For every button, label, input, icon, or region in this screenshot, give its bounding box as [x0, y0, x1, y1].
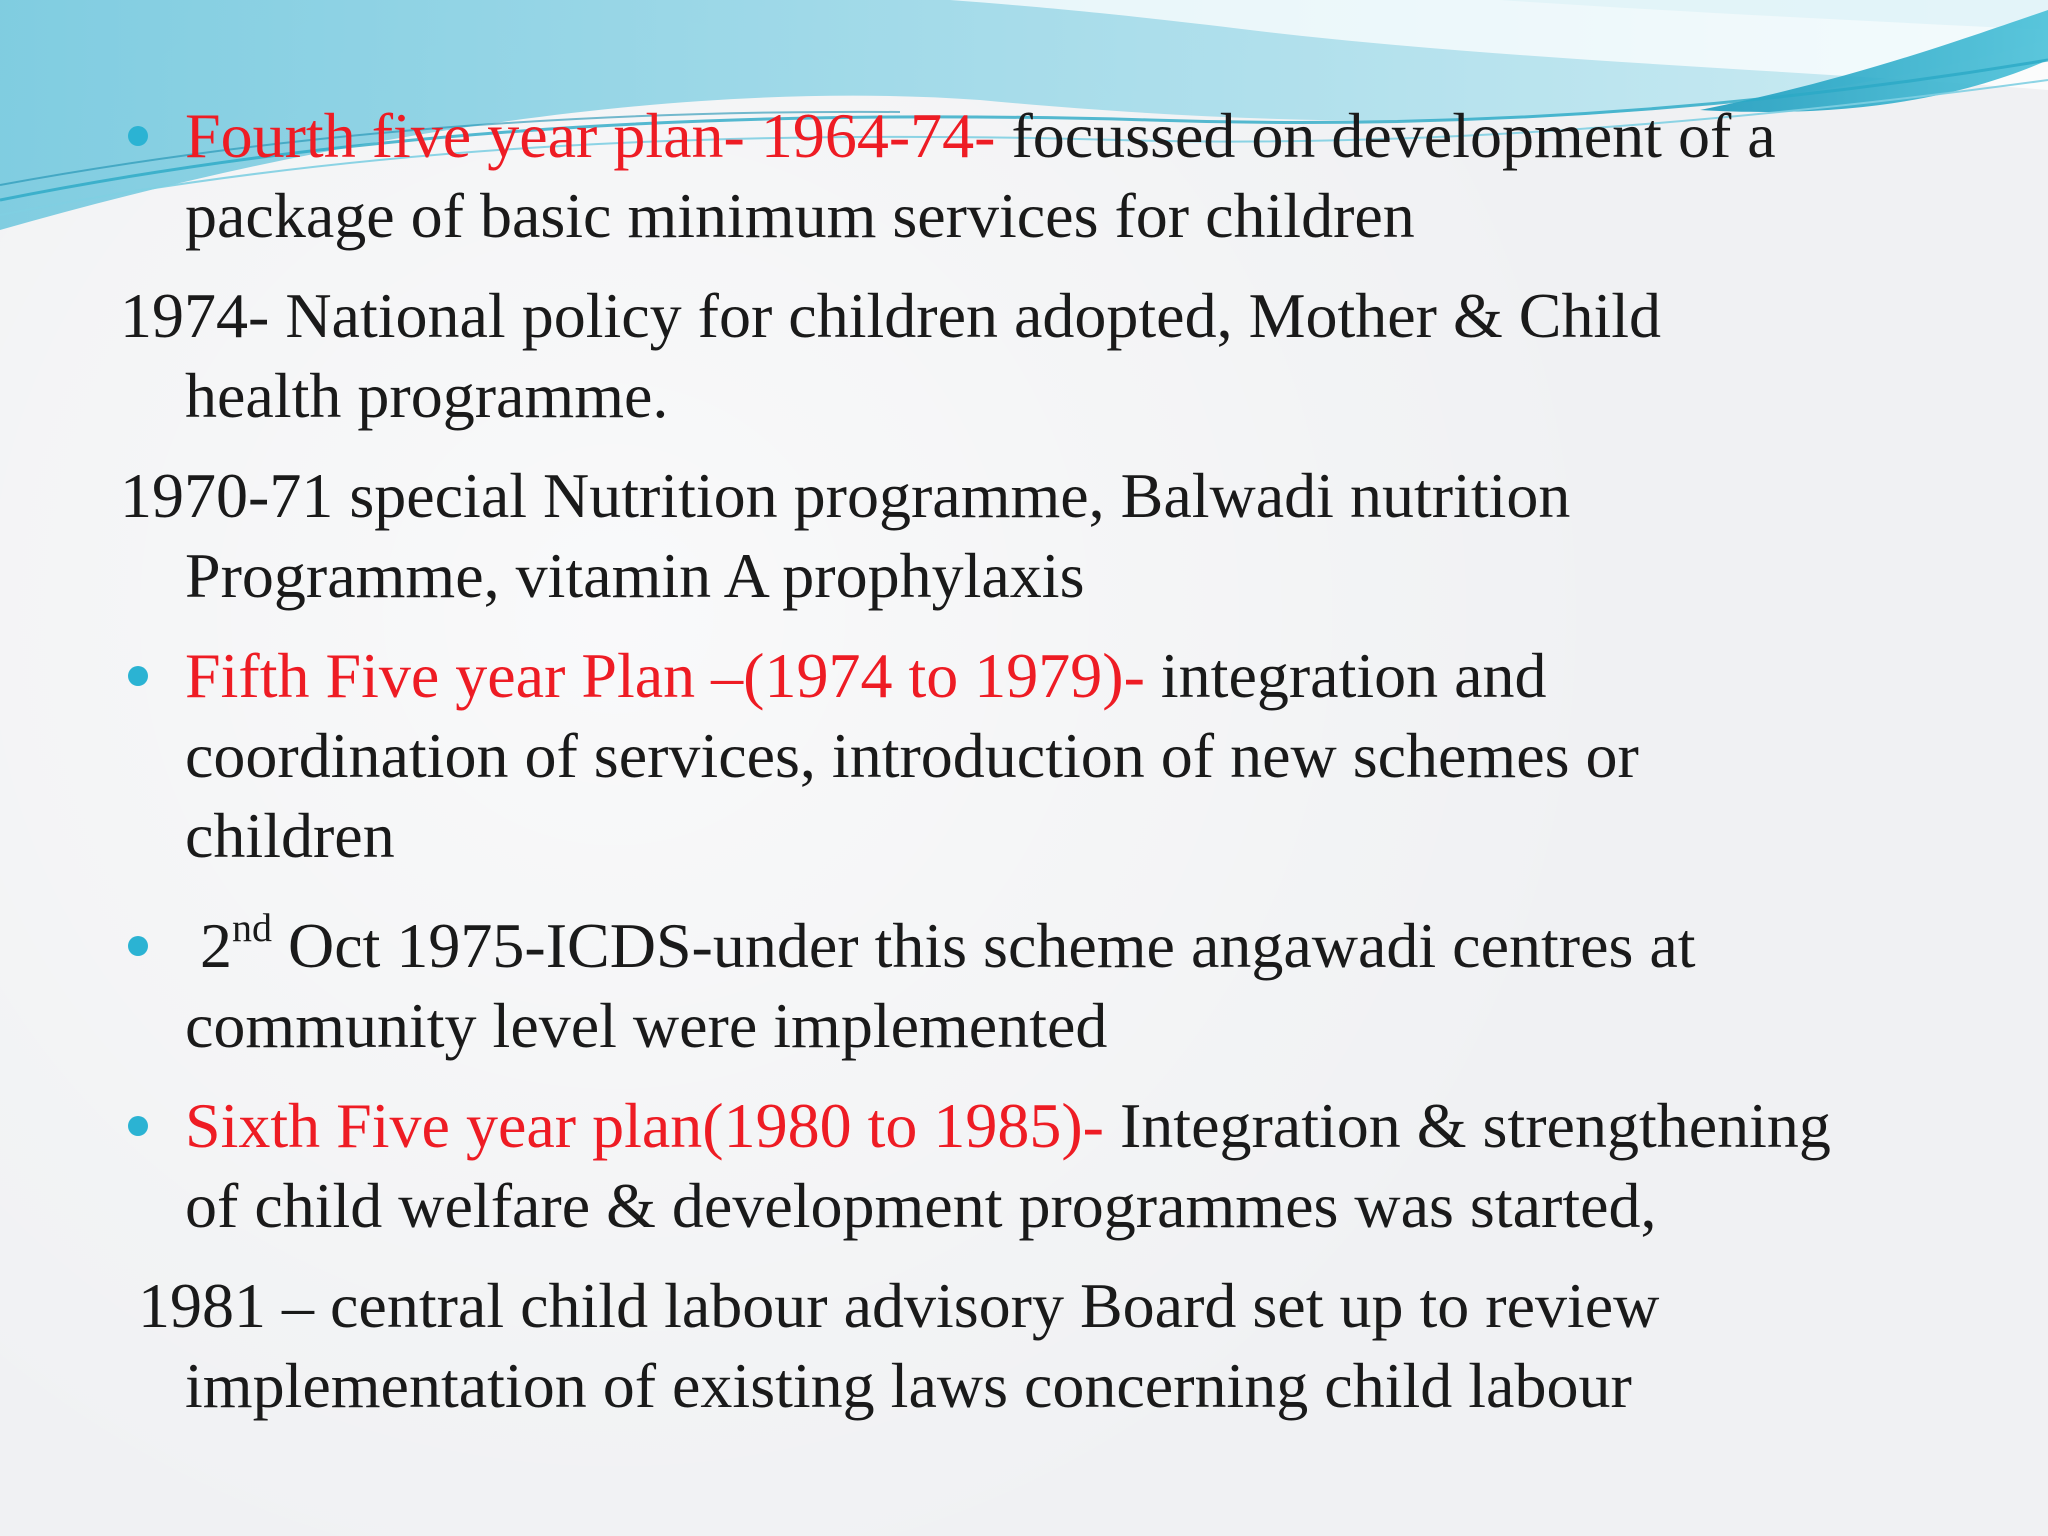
bullet-icon: [128, 936, 148, 956]
icds-ordinal: nd: [232, 905, 272, 950]
item-1970-71: [0, 456, 2048, 626]
icds-text: Oct 1975-ICDS-under this scheme angawadi centres at: [272, 910, 1696, 981]
item-text: 1974- National policy for children adopted, Mother & Child: [120, 280, 1661, 351]
item-text: 1970-71 special Nutrition programme, Balwadi nutrition: [120, 460, 1571, 531]
plan-title: Fifth Five year Plan –(1974 to 1979)-: [185, 640, 1145, 711]
bullet-icon: [128, 126, 148, 146]
plan-text-continued: of child welfare & development programmes was started,: [185, 1170, 1657, 1241]
plan-text: integration and: [1144, 640, 1547, 711]
bullet-icon: [128, 666, 148, 686]
item-text-continued: implementation of existing laws concerning child labour: [185, 1350, 1632, 1421]
icds-text-continued: community level were implemented: [185, 990, 1108, 1061]
bullet-fourth-plan: [0, 96, 2048, 266]
bullet-icon: [128, 1116, 148, 1136]
item-1974: [0, 276, 2048, 446]
bullet-fifth-plan: [0, 636, 2048, 886]
icds-day: 2: [200, 910, 232, 981]
plan-text-continued: package of basic minimum services for children: [185, 180, 1415, 251]
bullet-icds: [0, 906, 2048, 1076]
plan-text: focussed on development of a: [995, 100, 1776, 171]
item-1981: [0, 1266, 2048, 1436]
item-text-continued: health programme.: [185, 360, 669, 431]
plan-title: Sixth Five year plan(1980 to 1985)-: [185, 1090, 1104, 1161]
plan-text: Integration & strengthening: [1103, 1090, 1831, 1161]
bullet-sixth-plan: [0, 1086, 2048, 1256]
item-text-continued: Programme, vitamin A prophylaxis: [185, 540, 1085, 611]
plan-title: Fourth five year plan- 1964-74-: [185, 100, 996, 171]
plan-text-continued: children: [185, 800, 395, 871]
plan-text-continued: coordination of services, introduction of new schemes or: [185, 720, 1639, 791]
item-text: 1981 – central child labour advisory Board set up to review: [138, 1270, 1660, 1341]
